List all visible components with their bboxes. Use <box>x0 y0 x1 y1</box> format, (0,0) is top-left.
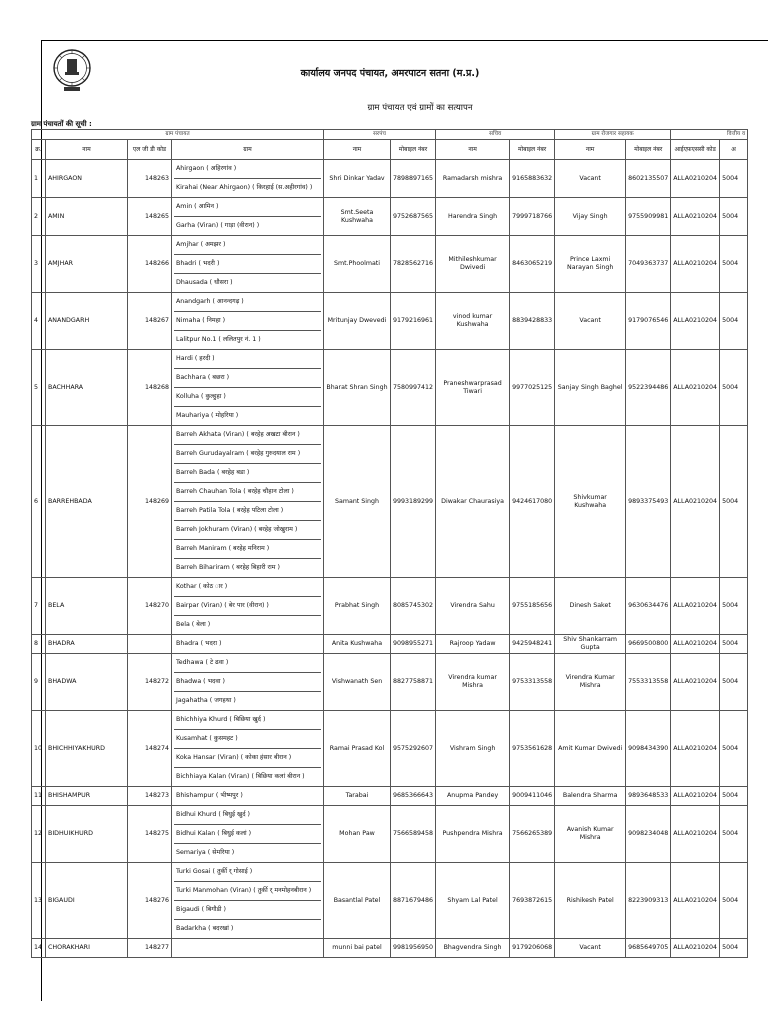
sarpanch-mobile: 9179216961 <box>391 293 436 350</box>
row-serial-number: 11 <box>32 787 46 806</box>
sachiv-name: Anupma Pandey <box>436 787 510 806</box>
sachiv-mobile: 9753313558 <box>510 654 555 711</box>
table-row <box>32 236 748 293</box>
lgd-code: 148266 <box>128 236 172 293</box>
sarpanch-name: Prabhat Singh <box>324 578 391 635</box>
panchayat-name: AMJHAR <box>46 236 128 293</box>
village-list <box>172 787 324 806</box>
sarpanch-mobile: 9098955271 <box>391 635 436 654</box>
government-emblem-icon <box>52 47 92 93</box>
grs-name: Amit Kumar Dwivedi <box>555 711 626 787</box>
sachiv-name: Mithileshkumar Dwivedi <box>436 236 510 293</box>
column-header-grs-name: नाम <box>555 140 626 160</box>
sarpanch-mobile: 9575292607 <box>391 711 436 787</box>
lgd-code: 148273 <box>128 787 172 806</box>
group-header-sarpanch: सरपंच <box>324 130 436 140</box>
panchayat-name: CHORAKHARI <box>46 939 128 958</box>
sachiv-mobile: 9179206068 <box>510 939 555 958</box>
column-header-village: ग्राम <box>172 140 324 160</box>
column-header-ifsc: आईएफ़एससी कोड <box>671 140 720 160</box>
village-name: Badarkha ( बदरखां ) <box>176 925 234 932</box>
village-list <box>172 654 324 711</box>
table-row <box>32 578 748 635</box>
village-name: Jagahatha ( जगहथा ) <box>176 697 236 704</box>
column-header-account: अ <box>720 140 748 160</box>
village-name: Amjhar ( अमझर ) <box>174 236 321 255</box>
village-name: Barreh Akhata (Viran) ( बरहेह अखटा बीरान ) <box>174 426 321 445</box>
table-row <box>32 787 748 806</box>
sarpanch-name: Anita Kushwaha <box>324 635 391 654</box>
village-list <box>172 711 324 787</box>
grs-mobile: 9669500800 <box>626 635 671 654</box>
village-name: Bigaudi ( बिगौडी ) <box>174 901 321 920</box>
sachiv-mobile: 7693872615 <box>510 863 555 939</box>
table-row <box>32 939 748 958</box>
account-number: 5004 <box>720 236 748 293</box>
panchayat-name: BHADWA <box>46 654 128 711</box>
ifsc-code: ALLA0210204 <box>671 711 720 787</box>
grs-name: Sanjay Singh Baghel <box>555 350 626 426</box>
village-name: Bidhui Kalan ( बिधुई कलां ) <box>174 825 321 844</box>
row-serial-number: 7 <box>32 578 46 635</box>
row-serial-number: 12 <box>32 806 46 863</box>
sarpanch-name: Tarabai <box>324 787 391 806</box>
office-title: कार्यालय जनपद पंचायत, अमरपाटन सतना (म.प्र.) <box>300 68 480 79</box>
village-name: Kolluha ( कुल्हुहा ) <box>174 388 321 407</box>
sarpanch-name: Samant Singh <box>324 426 391 578</box>
table-row <box>32 198 748 236</box>
sarpanch-name: Basantlal Patel <box>324 863 391 939</box>
village-list <box>172 236 324 293</box>
account-number: 5004 <box>720 160 748 198</box>
grs-mobile: 9098434390 <box>626 711 671 787</box>
account-number: 5004 <box>720 654 748 711</box>
group-header-sachiv: सचिव <box>436 130 555 140</box>
sachiv-mobile: 7999718766 <box>510 198 555 236</box>
sarpanch-name: Bharat Shran Singh <box>324 350 391 426</box>
grs-mobile: 9098234048 <box>626 806 671 863</box>
sachiv-name: Vishram Singh <box>436 711 510 787</box>
sarpanch-name: Mritunjay Dwevedi <box>324 293 391 350</box>
sachiv-mobile: 9009411046 <box>510 787 555 806</box>
sachiv-mobile: 9755185656 <box>510 578 555 635</box>
village-name: Turki Manmohan (Viran) ( तुर्की र् मनमोहनबीरान ) <box>174 882 321 901</box>
row-serial-number: 5 <box>32 350 46 426</box>
village-name: Dhausada ( धौसरा ) <box>176 279 233 286</box>
sachiv-name: vinod kumar Kushwaha <box>436 293 510 350</box>
village-list <box>172 806 324 863</box>
account-number: 5004 <box>720 635 748 654</box>
account-number: 5004 <box>720 787 748 806</box>
village-name: Koka Hansar (Viran) ( कोका हंसार बीरान ) <box>174 749 321 768</box>
sarpanch-name: Vishwanath Sen <box>324 654 391 711</box>
panchayat-name: BHADRA <box>46 635 128 654</box>
sarpanch-mobile: 8871679486 <box>391 863 436 939</box>
account-number: 5004 <box>720 863 748 939</box>
ifsc-code: ALLA0210204 <box>671 236 720 293</box>
grs-name: Vacant <box>555 160 626 198</box>
row-serial-number: 4 <box>32 293 46 350</box>
village-name: Nimaha ( निमहा ) <box>174 312 321 331</box>
column-header-sachiv-mobile: मोबाइल नंबर <box>510 140 555 160</box>
grs-mobile: 8223909313 <box>626 863 671 939</box>
table-body <box>32 160 748 958</box>
village-list <box>172 198 324 236</box>
sachiv-name: Pushpendra Mishra <box>436 806 510 863</box>
ifsc-code: ALLA0210204 <box>671 654 720 711</box>
grs-mobile: 9630634476 <box>626 578 671 635</box>
table-row <box>32 426 748 578</box>
panchayat-name: AHIRGAON <box>46 160 128 198</box>
row-serial-number: 2 <box>32 198 46 236</box>
sachiv-mobile: 7566265389 <box>510 806 555 863</box>
column-header-sarpanch-name: नाम <box>324 140 391 160</box>
village-list <box>172 426 324 578</box>
table-row <box>32 863 748 939</box>
sarpanch-name: Smt.Phoolmati <box>324 236 391 293</box>
village-list <box>172 939 324 958</box>
ifsc-code: ALLA0210204 <box>671 863 720 939</box>
ifsc-code: ALLA0210204 <box>671 198 720 236</box>
village-name: Mauhariya ( मोहरिया ) <box>176 412 239 419</box>
sachiv-mobile: 9753561628 <box>510 711 555 787</box>
village-name: Barreh Patila Tola ( बरहेह पटिला टोला ) <box>174 502 321 521</box>
sarpanch-mobile: 9981956950 <box>391 939 436 958</box>
village-name: Anandgarh ( आनन्दगढ़ ) <box>174 293 321 312</box>
grs-mobile: 7049363737 <box>626 236 671 293</box>
table-row <box>32 635 748 654</box>
grs-name: Virendra Kumar Mishra <box>555 654 626 711</box>
document-subtitle: ग्राम पंचायत एवं ग्रामों का सत्यापन <box>367 103 473 113</box>
village-name: Kirahai (Near Ahirgaon) ( किरहाई (स.अहीरगांव) ) <box>176 184 313 191</box>
row-serial-number: 9 <box>32 654 46 711</box>
grs-name: Prince Laxmi Narayan Singh <box>555 236 626 293</box>
village-name: Bairpar (Viran) ( बेर पार (वीरान) ) <box>174 597 321 616</box>
grs-name: Dinesh Saket <box>555 578 626 635</box>
row-serial-number: 13 <box>32 863 46 939</box>
sachiv-name: Shyam Lal Patel <box>436 863 510 939</box>
lgd-code: 148277 <box>128 939 172 958</box>
village-name: Bhishampur ( भीष्मपुर ) <box>176 792 243 799</box>
sachiv-name: Ramadarsh mishra <box>436 160 510 198</box>
lgd-code <box>128 635 172 654</box>
panchayat-name: AMIN <box>46 198 128 236</box>
village-name: Hardi ( हरदी ) <box>174 350 321 369</box>
panchayat-name: BIDHUIKHURD <box>46 806 128 863</box>
lgd-code: 148276 <box>128 863 172 939</box>
village-list <box>172 578 324 635</box>
sachiv-name: Virendra kumar Mishra <box>436 654 510 711</box>
panchayat-name: BACHHARA <box>46 350 128 426</box>
village-list <box>172 863 324 939</box>
village-name: Bidhui Khurd ( बिधुई खुर्द ) <box>174 806 321 825</box>
grs-mobile: 9893375493 <box>626 426 671 578</box>
column-header-sarpanch-mobile: मोबाइल नंबर <box>391 140 436 160</box>
sachiv-name: Diwakar Chaurasiya <box>436 426 510 578</box>
lgd-code: 148270 <box>128 578 172 635</box>
account-number: 5004 <box>720 806 748 863</box>
ifsc-code: ALLA0210204 <box>671 578 720 635</box>
sachiv-mobile: 8839428833 <box>510 293 555 350</box>
list-heading: ग्राम पंचायतों की सूची : <box>31 120 92 128</box>
panchayat-name: BHICHHIYAKHURD <box>46 711 128 787</box>
grs-mobile: 9685649705 <box>626 939 671 958</box>
account-number: 5004 <box>720 426 748 578</box>
sachiv-mobile: 9165883632 <box>510 160 555 198</box>
row-serial-number: 3 <box>32 236 46 293</box>
column-header-grs-mobile: मोबाइल नंबर <box>626 140 671 160</box>
account-number: 5004 <box>720 350 748 426</box>
lgd-code: 148268 <box>128 350 172 426</box>
sachiv-name: Bhagvendra Singh <box>436 939 510 958</box>
village-list <box>172 635 324 654</box>
account-number: 5004 <box>720 578 748 635</box>
grs-name: Vacant <box>555 293 626 350</box>
village-name: Kusamhat ( कुसमहट ) <box>174 730 321 749</box>
sarpanch-mobile: 8827758871 <box>391 654 436 711</box>
village-name: Lalitpur No.1 ( ललितपुर नं. 1 ) <box>176 336 261 343</box>
sarpanch-mobile: 7898897165 <box>391 160 436 198</box>
grs-name: Vacant <box>555 939 626 958</box>
ifsc-code: ALLA0210204 <box>671 787 720 806</box>
village-name: Kothar ( कोठ ार ) <box>174 578 321 597</box>
village-name: Amin ( आमिन ) <box>174 198 321 217</box>
ifsc-code: ALLA0210204 <box>671 426 720 578</box>
sarpanch-name: Shri Dinkar Yadav <box>324 160 391 198</box>
ifsc-code: ALLA0210204 <box>671 350 720 426</box>
grs-name: Balendra Sharma <box>555 787 626 806</box>
row-serial-number: 1 <box>32 160 46 198</box>
village-list <box>172 350 324 426</box>
village-name: Bichhiaya Kalan (Viran) ( बिछिया कलां बीरान ) <box>176 773 305 780</box>
group-header-grs: ग्राम रोजगार सहायक <box>555 130 671 140</box>
table-row <box>32 654 748 711</box>
village-name: Barreh Bihariram ( बरहेह बिहारी राम ) <box>176 564 280 571</box>
village-list <box>172 160 324 198</box>
ifsc-code: ALLA0210204 <box>671 160 720 198</box>
village-name: Barreh Jokhuram (Viran) ( बरहेह जोखुराम ) <box>174 521 321 540</box>
village-name: Bhadri ( भदरी ) <box>174 255 321 274</box>
table-row <box>32 806 748 863</box>
sarpanch-mobile: 9752687565 <box>391 198 436 236</box>
sarpanch-mobile: 9685366643 <box>391 787 436 806</box>
panchayat-name: BARREHBADA <box>46 426 128 578</box>
village-name: Bela ( बेला ) <box>176 621 211 628</box>
group-header-financial: वित्तीय व <box>671 130 748 140</box>
panchayat-name: BIGAUDI <box>46 863 128 939</box>
grs-name: Vijay Singh <box>555 198 626 236</box>
grs-mobile: 7553313558 <box>626 654 671 711</box>
group-header-gram-panchayat: ग्राम पंचायत <box>32 130 324 140</box>
table-row <box>32 711 748 787</box>
grs-mobile: 8602135507 <box>626 160 671 198</box>
ifsc-code: ALLA0210204 <box>671 939 720 958</box>
grs-name: Rishikesh Patel <box>555 863 626 939</box>
village-name: Barreh Chauhan Tola ( बरहेह चौहान टोला ) <box>174 483 321 502</box>
sarpanch-mobile: 7566589458 <box>391 806 436 863</box>
sachiv-name: Virendra Sahu <box>436 578 510 635</box>
village-name: Tedhawa ( टे ढवा ) <box>174 654 321 673</box>
village-name: Bhichhiya Khurd ( बिछिया खुर्द ) <box>174 711 321 730</box>
grs-name: Avanish Kumar Mishra <box>555 806 626 863</box>
account-number: 5004 <box>720 939 748 958</box>
table-row <box>32 350 748 426</box>
sachiv-mobile: 9424617080 <box>510 426 555 578</box>
sachiv-mobile: 9425948241 <box>510 635 555 654</box>
grs-mobile: 9522394486 <box>626 350 671 426</box>
sarpanch-mobile: 7580997412 <box>391 350 436 426</box>
sachiv-mobile: 9977025125 <box>510 350 555 426</box>
panchayat-table <box>31 129 748 958</box>
sarpanch-name: Smt.Seeta Kushwaha <box>324 198 391 236</box>
sarpanch-name: munni bai patel <box>324 939 391 958</box>
account-number: 5004 <box>720 711 748 787</box>
village-name: Turki Gosai ( तुर्की र् गोसाई ) <box>174 863 321 882</box>
grs-name: Shivkumar Kushwaha <box>555 426 626 578</box>
panchayat-name: ANANDGARH <box>46 293 128 350</box>
account-number: 5004 <box>720 198 748 236</box>
column-header-sn: क्र. <box>32 140 46 160</box>
village-name: Bhadra ( भदरा ) <box>176 640 222 647</box>
row-serial-number: 6 <box>32 426 46 578</box>
table-row <box>32 293 748 350</box>
village-list <box>172 293 324 350</box>
grs-mobile: 9893648533 <box>626 787 671 806</box>
village-name: Bhadwa ( भदवा ) <box>174 673 321 692</box>
sachiv-name: Rajroop Yadaw <box>436 635 510 654</box>
village-name: Barreh Bada ( बरहेह बडा ) <box>174 464 321 483</box>
column-header-sachiv-name: नाम <box>436 140 510 160</box>
sarpanch-mobile: 7828562716 <box>391 236 436 293</box>
village-name: Ahirgaon ( अहिरगांव ) <box>174 160 321 179</box>
column-header-panchayat-name: नाम <box>46 140 128 160</box>
lgd-code: 148267 <box>128 293 172 350</box>
column-header-lgd-code: एल जी डी कोड <box>128 140 172 160</box>
sarpanch-name: Ramai Prasad Kol <box>324 711 391 787</box>
grs-mobile: 9179076546 <box>626 293 671 350</box>
village-name <box>174 939 321 957</box>
ifsc-code: ALLA0210204 <box>671 806 720 863</box>
row-serial-number: 14 <box>32 939 46 958</box>
row-serial-number: 8 <box>32 635 46 654</box>
panchayat-name: BELA <box>46 578 128 635</box>
village-name: Bachhara ( बछरा ) <box>174 369 321 388</box>
lgd-code: 148263 <box>128 160 172 198</box>
grs-mobile: 9755909981 <box>626 198 671 236</box>
ifsc-code: ALLA0210204 <box>671 635 720 654</box>
sachiv-name: Praneshwarprasad Tiwari <box>436 350 510 426</box>
village-name: Garha (Viran) ( गाड़ा (वीरान) ) <box>176 222 260 229</box>
ifsc-code: ALLA0210204 <box>671 293 720 350</box>
lgd-code: 148269 <box>128 426 172 578</box>
sarpanch-mobile: 8085745302 <box>391 578 436 635</box>
village-name: Barreh Gurudayalram ( बरहेह गुरुदयाल राम ) <box>174 445 321 464</box>
lgd-code: 148274 <box>128 711 172 787</box>
account-number: 5004 <box>720 293 748 350</box>
sarpanch-mobile: 9993189299 <box>391 426 436 578</box>
grs-name: Shiv Shankarram Gupta <box>555 635 626 654</box>
sachiv-name: Harendra Singh <box>436 198 510 236</box>
lgd-code: 148272 <box>128 654 172 711</box>
lgd-code: 148275 <box>128 806 172 863</box>
village-name: Barreh Maniram ( बरहेह मनिराम ) <box>174 540 321 559</box>
panchayat-name: BHISHAMPUR <box>46 787 128 806</box>
row-serial-number: 10 <box>32 711 46 787</box>
village-name: Semariya ( सेमरिया ) <box>176 849 235 856</box>
sachiv-mobile: 8463065219 <box>510 236 555 293</box>
lgd-code: 148265 <box>128 198 172 236</box>
sarpanch-name: Mohan Paw <box>324 806 391 863</box>
table-row <box>32 160 748 198</box>
